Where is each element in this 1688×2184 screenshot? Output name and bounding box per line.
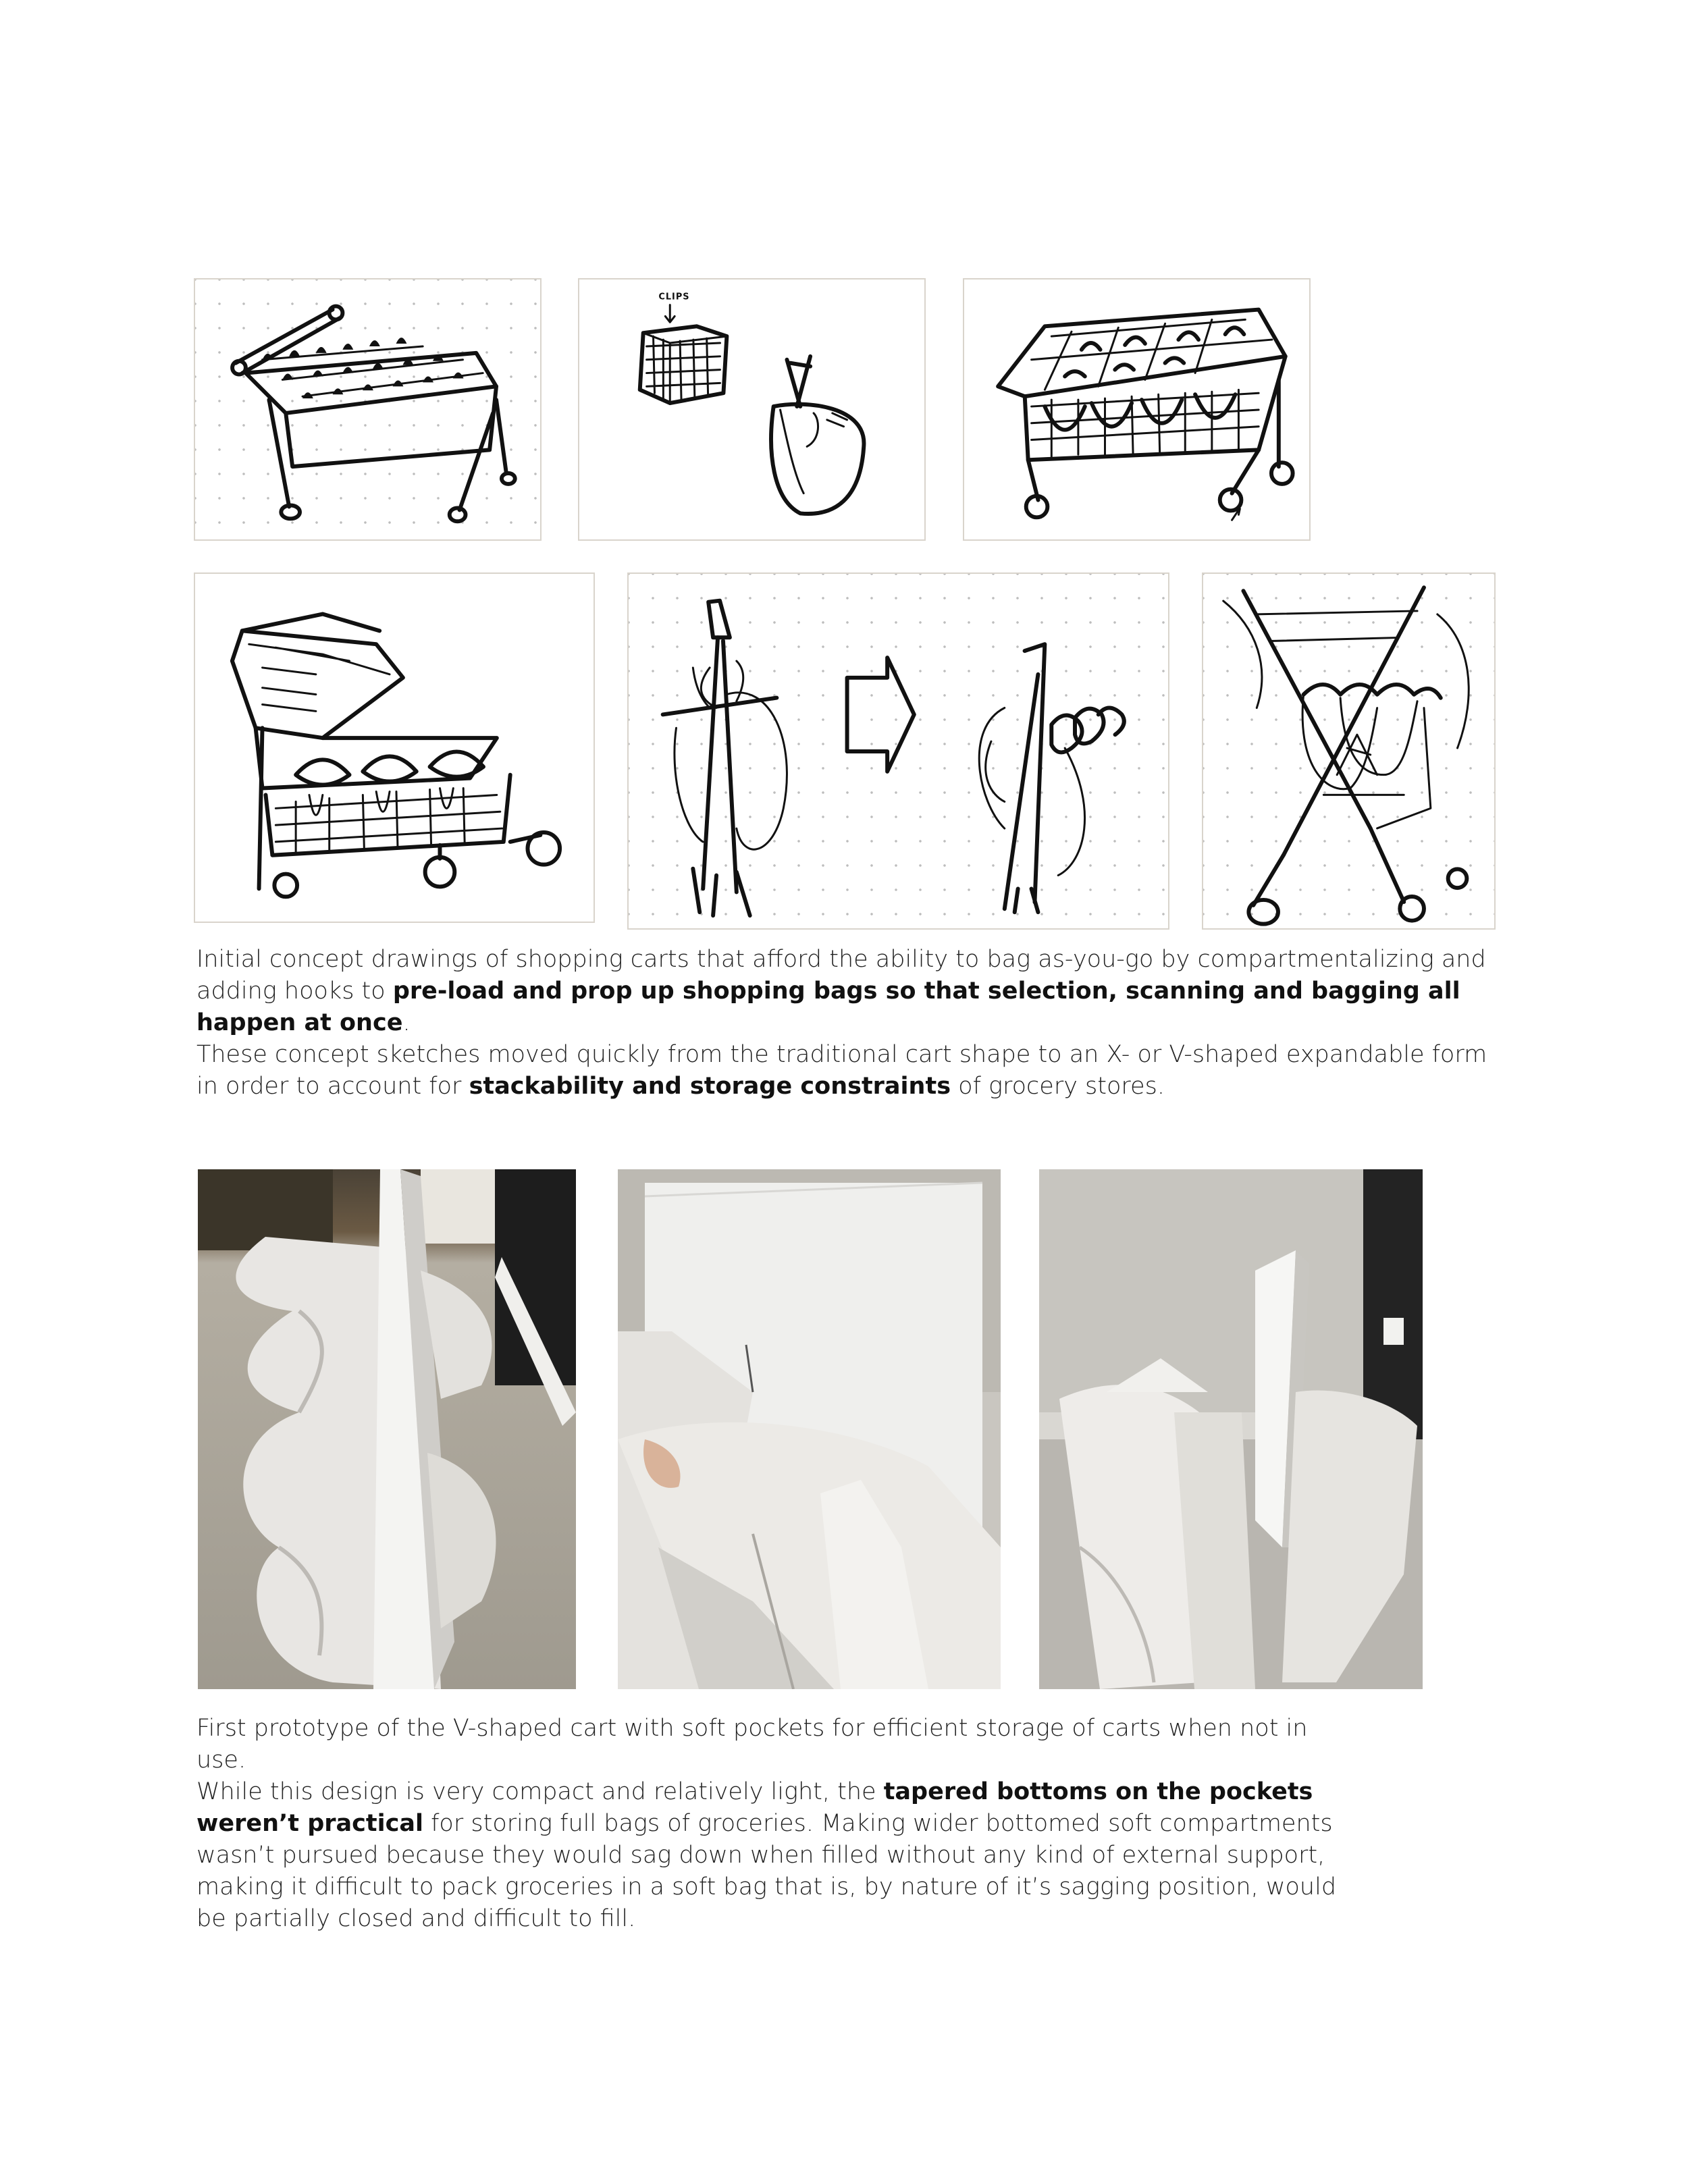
sketch-v-cart-evolution xyxy=(627,572,1169,930)
caption-prototype-paragraph-2 xyxy=(196,1776,1344,1935)
prototype-photo-1-render xyxy=(198,1169,576,1689)
caption-prototype-bold: tapered bottoms on the pockets weren’t practical xyxy=(196,1778,1313,1837)
caption-sketches-bold-2: stackability and storage constraints xyxy=(469,1073,951,1100)
sketch-two-tier-cart xyxy=(194,572,595,923)
cart-sketch-drawing xyxy=(195,279,540,539)
caption-sketches-text-1c: . xyxy=(402,1009,411,1036)
compartment-cart-drawing xyxy=(964,279,1309,539)
sketch-cart-with-hooks xyxy=(194,278,542,541)
prototype-photo-1 xyxy=(198,1169,576,1689)
clips-label: CLIPS xyxy=(658,292,690,302)
caption-sketches-paragraph-1 xyxy=(196,944,1506,1039)
prototype-photo-3 xyxy=(1039,1169,1423,1689)
prototype-photo-2 xyxy=(618,1169,1001,1689)
prototype-photo-3-render xyxy=(1039,1169,1423,1689)
sketch-compartment-cart xyxy=(963,278,1311,541)
caption-prototype-text-2a: While this design is very compact and relatively light, the xyxy=(196,1778,884,1805)
sketch-basket-and-bag xyxy=(578,278,926,541)
v-cart-evolution-drawing xyxy=(629,574,1168,928)
caption-sketches-bold-1: pre-load and prop up shopping bags so that selection, scanning and bagging all happen at once xyxy=(196,978,1460,1036)
basket-bag-drawing xyxy=(579,279,924,539)
caption-sketches-text-1a: Initial concept drawings of shopping carts that afford the ability to bag as-you-go by compartmentalizing and adding hooks to xyxy=(196,946,1486,1005)
x-frame-cart-drawing xyxy=(1203,574,1494,928)
caption-concept-sketches xyxy=(196,944,1506,1102)
caption-prototype xyxy=(196,1713,1344,1935)
two-tier-cart-drawing xyxy=(195,574,594,922)
sketch-x-frame-cart xyxy=(1202,572,1496,930)
caption-sketches-text-2c: of grocery stores. xyxy=(951,1073,1165,1100)
caption-sketches-text-2a: These concept sketches moved quickly from the traditional cart shape to an X- or V-shaped expandable form in order to account for xyxy=(196,1041,1487,1100)
caption-prototype-paragraph-1: First prototype of the V-shaped cart with soft pockets for efficient storage of carts when not in use. xyxy=(196,1715,1308,1774)
caption-sketches-paragraph-2 xyxy=(196,1039,1506,1102)
caption-prototype-text-2c: for storing full bags of groceries. Making wider bottomed soft compartments wasn’t pursued because they would sag down when filled without any kind of external support, making it difficult to pack groceries in a soft bag that is, by nature of it’s sagging position, would be partially closed and difficult to fill. xyxy=(196,1810,1337,1932)
prototype-photo-2-render xyxy=(618,1169,1001,1689)
